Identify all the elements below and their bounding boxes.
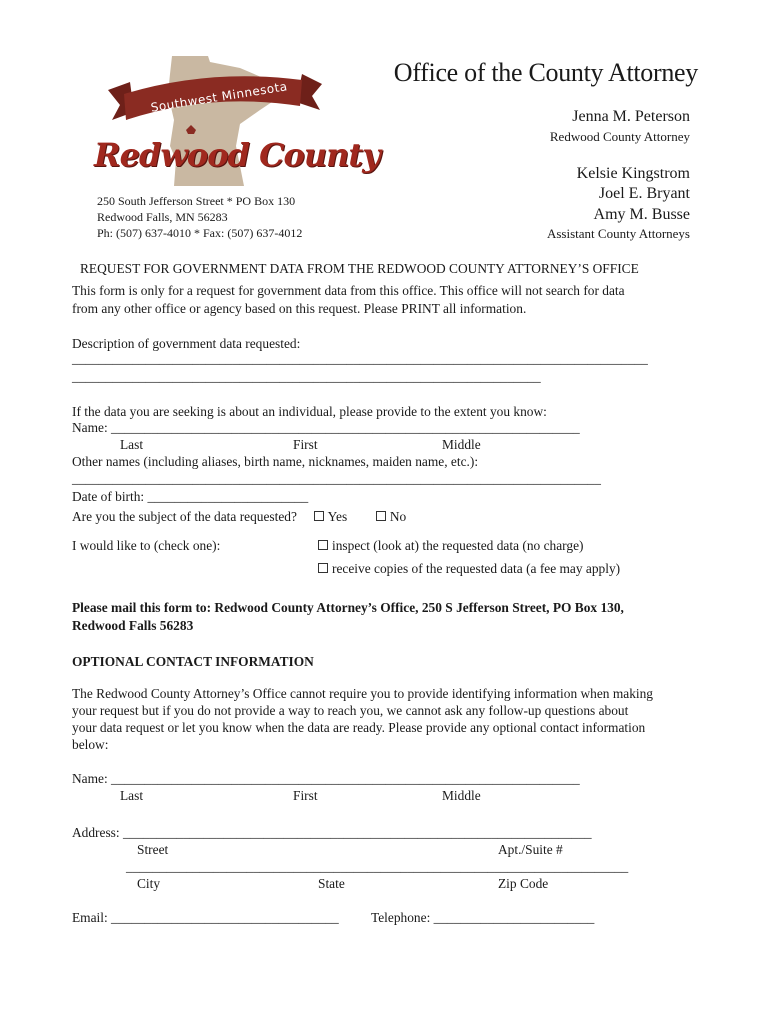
subject-question-text: Are you the subject of the data requested? — [72, 509, 297, 524]
inspect-option-label: inspect (look at) the requested data (no charge) — [332, 538, 584, 553]
city-state-zip-field[interactable]: ___________________________________________________________________________ — [126, 859, 629, 874]
address-line-1: 250 South Jefferson Street * PO Box 130 — [97, 194, 296, 208]
contact-name-last-label: Last — [120, 788, 144, 803]
address-line-2: Redwood Falls, MN 56283 — [97, 210, 228, 224]
individual-intro: If the data you are seeking is about an individual, please provide to the extent you know: — [72, 404, 547, 419]
mail-instruction-line-1: Please mail this form to: Redwood County Attorney’s Office, 250 S Jefferson Street, PO Box 130, — [72, 600, 624, 615]
contact-name-field[interactable]: Name: ______________________________________________________________________ — [72, 771, 580, 786]
address-phone-fax: Ph: (507) 637-4010 * Fax: (507) 637-4012 — [97, 226, 303, 240]
assistant-attorney-1: Kelsie Kingstrom — [576, 165, 690, 182]
logo-banner-text: Southwest Minnesota — [149, 79, 289, 115]
optional-paragraph-line-3: your data request or let you know when the data are ready. Please provide any optional contact information — [72, 720, 646, 735]
subject-name-field[interactable]: Name: ______________________________________________________________________ — [72, 420, 580, 435]
office-title: Office of the County Attorney — [393, 58, 698, 87]
assistant-attorney-2: Joel E. Bryant — [598, 185, 690, 202]
copies-option[interactable] — [318, 561, 620, 577]
mail-instruction-line-2: Redwood Falls 56283 — [72, 618, 194, 633]
assistant-attorneys-role: Assistant County Attorneys — [546, 226, 690, 241]
copies-option-label: receive copies of the requested data (a fee may apply) — [332, 561, 621, 576]
other-names-label: Other names (including aliases, birth name, nicknames, maiden name, etc.): — [72, 454, 479, 469]
yes-checkbox[interactable] — [314, 509, 347, 524]
form-heading: REQUEST FOR GOVERNMENT DATA FROM THE REDWOOD COUNTY ATTORNEY’S OFFICE — [80, 261, 639, 276]
assistant-attorney-3: Amy M. Busse — [593, 206, 690, 223]
telephone-field[interactable]: Telephone: ________________________ — [371, 910, 595, 925]
description-label: Description of government data requested: — [72, 336, 301, 351]
address-street-label: Street — [137, 842, 169, 857]
subject-name-middle-label: Middle — [442, 437, 481, 452]
county-attorney-name: Jenna M. Peterson — [572, 108, 690, 125]
checkbox-icon[interactable] — [314, 511, 324, 521]
intro-line-1: This form is only for a request for government data from this office. This office will not search for data — [72, 283, 625, 298]
address-field[interactable]: Address: ______________________________________________________________________ — [72, 825, 592, 840]
county-attorney-role: Redwood County Attorney — [549, 129, 690, 144]
subject-name-last-label: Last — [120, 437, 144, 452]
intro-line-2: from any other office or agency based on this request. Please PRINT all information. — [72, 301, 527, 316]
no-label: No — [389, 509, 407, 524]
description-field-line-2[interactable]: ______________________________________________________________________ — [72, 369, 541, 384]
no-checkbox[interactable] — [376, 509, 406, 524]
optional-paragraph-line-1: The Redwood County Attorney’s Office cannot require you to provide identifying information when making — [72, 686, 654, 701]
optional-paragraph-line-4: below: — [72, 737, 109, 752]
description-field-line-1[interactable]: ______________________________________________________________________________________ — [72, 351, 648, 366]
other-names-field[interactable]: _______________________________________________________________________________ — [72, 471, 601, 486]
address-apt-label: Apt./Suite # — [498, 842, 563, 857]
yes-label: Yes — [327, 509, 348, 524]
checkbox-icon[interactable] — [318, 540, 328, 550]
logo-county-text: Redwood County — [94, 136, 380, 174]
checkbox-icon[interactable] — [376, 511, 386, 521]
optional-paragraph-line-2: your request but if you do not provide a way to reach you, we cannot ask any follow-up questions about — [72, 703, 629, 718]
subject-name-first-label: First — [293, 437, 318, 452]
contact-name-first-label: First — [293, 788, 318, 803]
optional-contact-heading: OPTIONAL CONTACT INFORMATION — [72, 654, 314, 669]
check-one-label: I would like to (check one): — [72, 538, 221, 553]
subject-question — [72, 509, 406, 525]
contact-name-middle-label: Middle — [442, 788, 481, 803]
zip-code-label: Zip Code — [498, 876, 549, 891]
email-field[interactable]: Email: __________________________________ — [72, 910, 339, 925]
redwood-county-logo — [90, 50, 380, 195]
inspect-option[interactable] — [318, 538, 583, 554]
checkbox-icon[interactable] — [318, 563, 328, 573]
city-label: City — [137, 876, 161, 891]
date-of-birth-field[interactable]: Date of birth: ________________________ — [72, 489, 309, 504]
state-label: State — [318, 876, 345, 891]
